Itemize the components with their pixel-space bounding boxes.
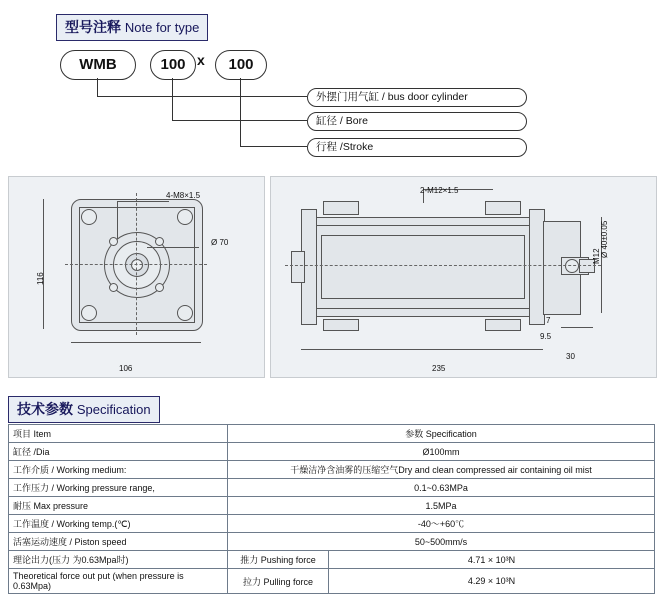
row-label-temp: 工作温度 / Working temp.(℃): [9, 515, 228, 533]
rod-eye-hole: [565, 259, 579, 273]
thread-hole-3: [109, 283, 118, 292]
port-top-right: [485, 201, 521, 215]
bolt-hole-bottom-right: [177, 305, 193, 321]
bolt-hole-top-left: [81, 209, 97, 225]
table-row: [9, 515, 655, 533]
section-title-specification: [8, 396, 160, 423]
section-title-spec-cn: 技术参数: [17, 401, 77, 417]
row-value-max-pressure: 1.5MPa: [228, 497, 655, 515]
row-label-pressure-range: 工作压力 / Working pressure range,: [9, 479, 228, 497]
row-label-push: 推力 Pushing force: [228, 551, 329, 569]
table-row: [9, 479, 655, 497]
leader-line-bore-v: [172, 78, 173, 120]
section-title-note-en: Note for type: [124, 20, 200, 35]
thread-hole-4: [155, 283, 164, 292]
dim-top-thread: 2-M12×1.5: [420, 186, 459, 195]
dim-line-width: [71, 342, 201, 343]
row-value-piston-speed: 50~500mm/s: [228, 533, 655, 551]
header-item: 项目 Item: [9, 425, 228, 443]
type-code-separator: x: [197, 52, 205, 68]
dim-30: 30: [566, 352, 575, 361]
row-label-max-pressure: 耐压 Max pressure: [9, 497, 228, 515]
leader-line-stroke-h: [240, 146, 307, 147]
row-label-piston-speed: 活塞运动速度 / Piston speed: [9, 533, 228, 551]
dim-9-5: 9.5: [540, 332, 552, 341]
side-centerline: [285, 265, 601, 266]
section-title-spec-en: Specification: [76, 402, 151, 417]
dim-thread-note: 4-M8×1.5: [166, 191, 201, 200]
leader-thread-note-v: [117, 201, 118, 239]
section-title-note-for-type: [56, 14, 208, 41]
dim-line-30: [561, 327, 593, 328]
leader-line-stroke-v: [240, 78, 241, 146]
center-hole: [131, 259, 143, 271]
row-value-pressure-range: 0.1~0.63MPa: [228, 479, 655, 497]
leader-line-model-h: [97, 96, 307, 97]
dim-7: 7: [546, 316, 551, 325]
type-code-bore: 100: [150, 50, 196, 80]
leader-dia-note: [147, 247, 199, 248]
row-value-temp: -40～+60℃: [228, 515, 655, 533]
dim-right-dia: Ø 40±0.05: [600, 220, 609, 258]
drawing-side-view: [270, 176, 657, 378]
table-row: [9, 569, 655, 594]
leader-thread-note: [117, 201, 169, 202]
row-value-dia: Ø100mm: [228, 443, 655, 461]
table-row: [9, 497, 655, 515]
foot-bottom-right: [485, 319, 521, 331]
dim-height-116: 116: [36, 272, 45, 285]
specification-table: [8, 424, 655, 594]
bolt-hole-top-right: [177, 209, 193, 225]
table-header-row: [9, 425, 655, 443]
row-value-pull: 4.29 × 10³N: [329, 569, 655, 594]
table-row: [9, 533, 655, 551]
drawing-front-view: [8, 176, 265, 378]
type-code-stroke: 100: [215, 50, 267, 80]
row-label-pull: 拉力 Pulling force: [228, 569, 329, 594]
port-top-left: [323, 201, 359, 215]
dim-line-length: [301, 349, 543, 350]
dim-235: 235: [432, 364, 446, 373]
header-value: 参数 Specification: [228, 425, 655, 443]
leader-line-model-v: [97, 78, 98, 96]
foot-bottom-left: [323, 319, 359, 331]
bolt-hole-bottom-left: [81, 305, 97, 321]
dim-rod-thread: M12: [592, 248, 601, 264]
row-label-force-en: Theoretical force out put (when pressure is 0.63Mpa): [9, 569, 228, 594]
dim-line-height: [43, 199, 44, 329]
type-code-model: WMB: [60, 50, 136, 80]
dim-width-106: 106: [119, 364, 133, 373]
section-title-note-cn: 型号注释: [65, 19, 125, 35]
dim-diameter-note: Ø 70: [211, 238, 229, 247]
row-value-medium: 干燥洁净含油雾的压缩空气Dry and clean compressed air containing oil mist: [228, 461, 655, 479]
callout-bore: 缸径 / Bore: [307, 112, 527, 131]
row-label-medium: 工作介质 / Working medium:: [9, 461, 228, 479]
row-value-push: 4.71 × 10³N: [329, 551, 655, 569]
side-view-piston-area: [321, 235, 525, 299]
row-label-dia: 缸径 /Dia: [9, 443, 228, 461]
callout-cylinder-type: 外摆门用气缸 / bus door cylinder: [307, 88, 527, 107]
centerline-vertical: [136, 193, 137, 335]
table-row: [9, 443, 655, 461]
table-row: [9, 461, 655, 479]
callout-stroke: 行程 /Stroke: [307, 138, 527, 157]
row-label-force-cn: 理论出力(压力 为0.63Mpa时): [9, 551, 228, 569]
side-view-left-boss: [291, 251, 305, 283]
thread-hole-2: [155, 237, 164, 246]
